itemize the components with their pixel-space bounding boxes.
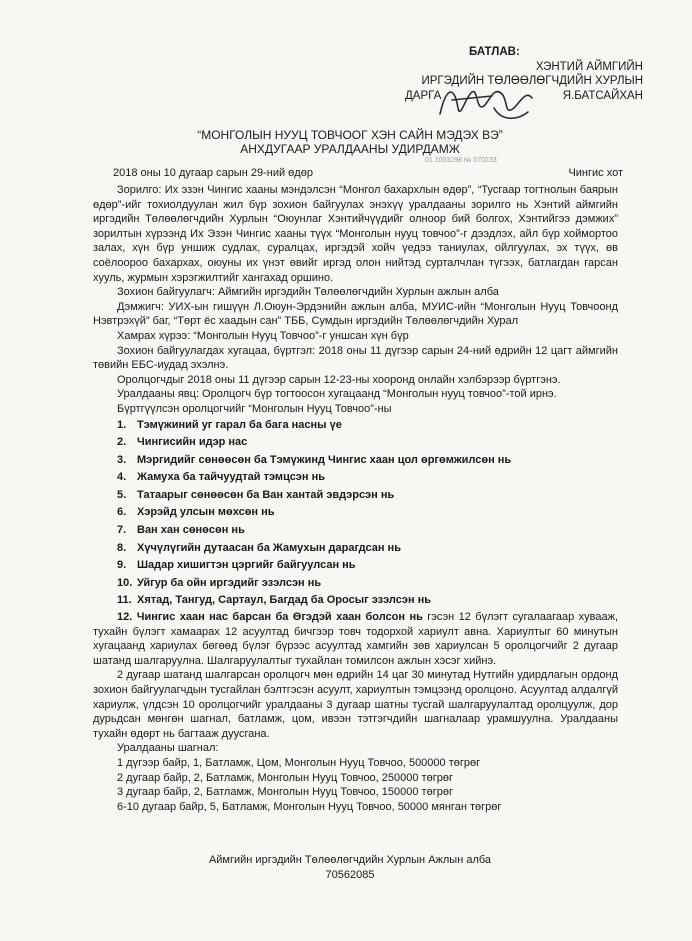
approval-name: Я.БАТСАЙХАН [562,89,643,102]
supporters-paragraph: Дэмжигч: УИХ-ын гишүүн Л.Оюун-Эрдэнийн ажлын алба, МУИС-ийн “Монголын Нууц Товчоонд Нэвтрэхүй” баг, “Төрт ёс хаадын сан” ТББ, Сумдын иргэдийн Төлөөлөгчдийн Хурал [93,300,618,328]
list-item: 10. Уйгур ба ойн иргэдийг эзэлсэн нь [117,576,322,589]
chapter-list [93,417,618,669]
prize-list [93,756,618,814]
title-line-1: “МОНГОЛЫН НУУЦ ТОВЧООГ ХЭН САЙН МЭДЭХ ВЭ” [197,128,503,142]
footer-office: Аймгийн иргэдийн Төлөөлөгчдийн Хурлын Ажлын алба [208,854,492,866]
approval-line-2: ИРГЭДИЙН ТӨЛӨӨЛӨГЧДИЙН ХУРЛЫН [421,75,643,87]
document-date: 2018 оны 10 дугаар сарын 29-ний өдөр [113,167,313,179]
document-footer [150,853,550,882]
document-place: Чингис хот [568,167,623,179]
prize-item: 1 дүгээр байр, 1, Батламж, Цом, Монголын Нууц Товчоо, 500000 төгрөг [117,756,481,769]
dateline [113,167,623,179]
list-item: 6. Хэрэйд улсын мөхсөн нь [117,506,275,519]
scope-paragraph: Хамрах хүрээ: “Монголын Нууц Товчоо”-г уншсан хүн бүр [117,329,409,342]
approval-position: ДАРГА [405,89,442,102]
schedule-paragraph: Зохион байгуулагдах хугацаа, бүртгэл: 2018 оны 11 дүгээр сарын 24-ний өдрийн 12 цагт аймгийн төвийн ЕБС-иудад эхэлнэ. [93,344,618,372]
list-item: 3. Мэргидийг сөнөөсөн ба Тэмүжинд Чингис хаан цол өргөмжилсөн нь [117,453,512,466]
list-item: 2. Чингисийн идэр нас [117,436,248,449]
goal-paragraph: Зорилго: Их эзэн Чингис хааны мэндэлсэн “Монгол бахархлын өдөр”, “Тусгаар тогтнолын баярын өдөр”-ийг тохиолдуулан жил бүр зохион байгуулах энэхүү уралдааны зорилго нь Хэнтий аймгийн иргэдийн Төлөөлөгчдийн Хурлын “Оюунлаг Хэнтийчүүдийг олноор бий болгох, Хэнтийгээ дэмжих” зорилтын хүрээнд Их Эзэн Чингис хааны түүх “Монголын нууц товчоо”-г дээдлэх, айл бүр хоймортоо залах, хүн бүр уншиж судлах, суралцах, иргэдэй хойч үедээ таниулах, ойлгуулах, эх түүх, өв соёлоороо бахархах, оюуны их үнэт өвийг иргэд олон нийтэд сурталчлан түгээх, батлагдан гарсан хууль, журмын хэрэгжилтийг хангахад оршино. [93,184,618,284]
stage2-paragraph: 2 дугаар шатанд шалгарсан оролцогч мөн өдрийн 14 цаг 30 минутад Нутгийн удирдлагын ордонд зохион байгуулагчдын тусгайлан бэлтгэсэн асуулт, хариултын тэмцээнд оролцоно. Асуултад алдалгүй хариулж, үлдсэн 10 оролцогчийг уралдааны 3 дугаар шатны тусгай шалгаруулалтад оролцуулж, дор дурьдсан мөнгөн шагнал, батламж, цом, ивээн тэтгэгчдийн шагналаар урамшуулна. Уралдааны тухайн өдөрт нь багтааж дуусгана. [93,669,618,740]
list-item: 8. Хүчүлүгийн дутаасан ба Жамухын дарагдсан нь [117,541,401,554]
list-item: 5. Татаарыг сөнөөсөн ба Ван хантай эвдэрсэн нь [117,488,395,501]
document-title [150,128,550,156]
approval-label: БАТЛАВ: [469,46,520,58]
list-item: 4. Жамуха ба тайчуудтай тэмцсэн нь [117,471,325,484]
list-item: 11. Хятад, Тангуд, Сартаул, Багдад ба Оросыг эзэлсэн нь [117,594,432,607]
prizes-label: Уралдааны шагнал: [117,742,219,755]
registration-paragraph: Оролцогчдыг 2018 оны 11 дүгээр сарын 12-23-ны хооронд онлайн хэлбэрээр бүртгэнэ. [117,373,561,386]
prize-item: 3 дугаар байр, 2, Батламж, Монголын Нууц Товчоо, 150000 төгрөг [117,786,453,799]
registered-intro: Бүртгүүлсэн оролцогчийг “Монголын Нууц Товчоо”-ны [117,402,392,415]
footer-phone: 70562085 [325,868,375,881]
document-body [93,183,618,814]
list-item: 1. Тэмүжиний уг гарал ба бага насны үе [117,418,342,431]
prize-item: 2 дугаар байр, 2, Батламж, Монголын Нууц Товчоо, 250000 төгрөг [117,771,453,784]
approval-line-1: ХЭНТИЙ АЙМГИЙН [535,60,643,73]
signature-icon [432,78,542,126]
title-line-2: АНХДУГААР УРАЛДААНЫ УДИРДАМЖ [240,142,460,156]
list-item-12: 12. Чингис хаан нас барсан ба Өгэдэй хаан болсон нь гэсэн 12 бүлэгт сугалаагаар хувааж, тухайн бүлэгт хамаарах 12 асуултад бичгээр товч тодорхой хариулт авна. Хариултыг 60 минутын хугацаанд хариулах бөгөөд бүлэг бүрээс асуултад хамгийн зөв хариулсан 5 оролцогчийг 2 дугаар шатанд шалгаруулна. Шалгаруулалтыг тухайлан томилсон ажлын хэсэг хийнэ. [93,611,618,667]
list-item: 7. Ван хан сөнөсөн нь [117,524,245,537]
stamp-number: 01.1003298 № 070233 [425,157,497,164]
procedure-paragraph: Уралдааны явц: Оролцогч бүр тогтоосон хугацаанд “Монголын нууц товчоо”-той ирнэ. [117,388,557,401]
organizer-paragraph: Зохион байгуулагч: Аймгийн иргэдийн Төлөөлөгчдийн Хурлын ажлын алба [117,286,499,299]
prize-item: 6-10 дугаар байр, 5, Батламж, Монголын Нууц Товчоо, 50000 мянган төгрөг [117,800,502,813]
list-item: 9. Шадар хишигтэн цэргийг байгуулсан нь [117,559,356,572]
